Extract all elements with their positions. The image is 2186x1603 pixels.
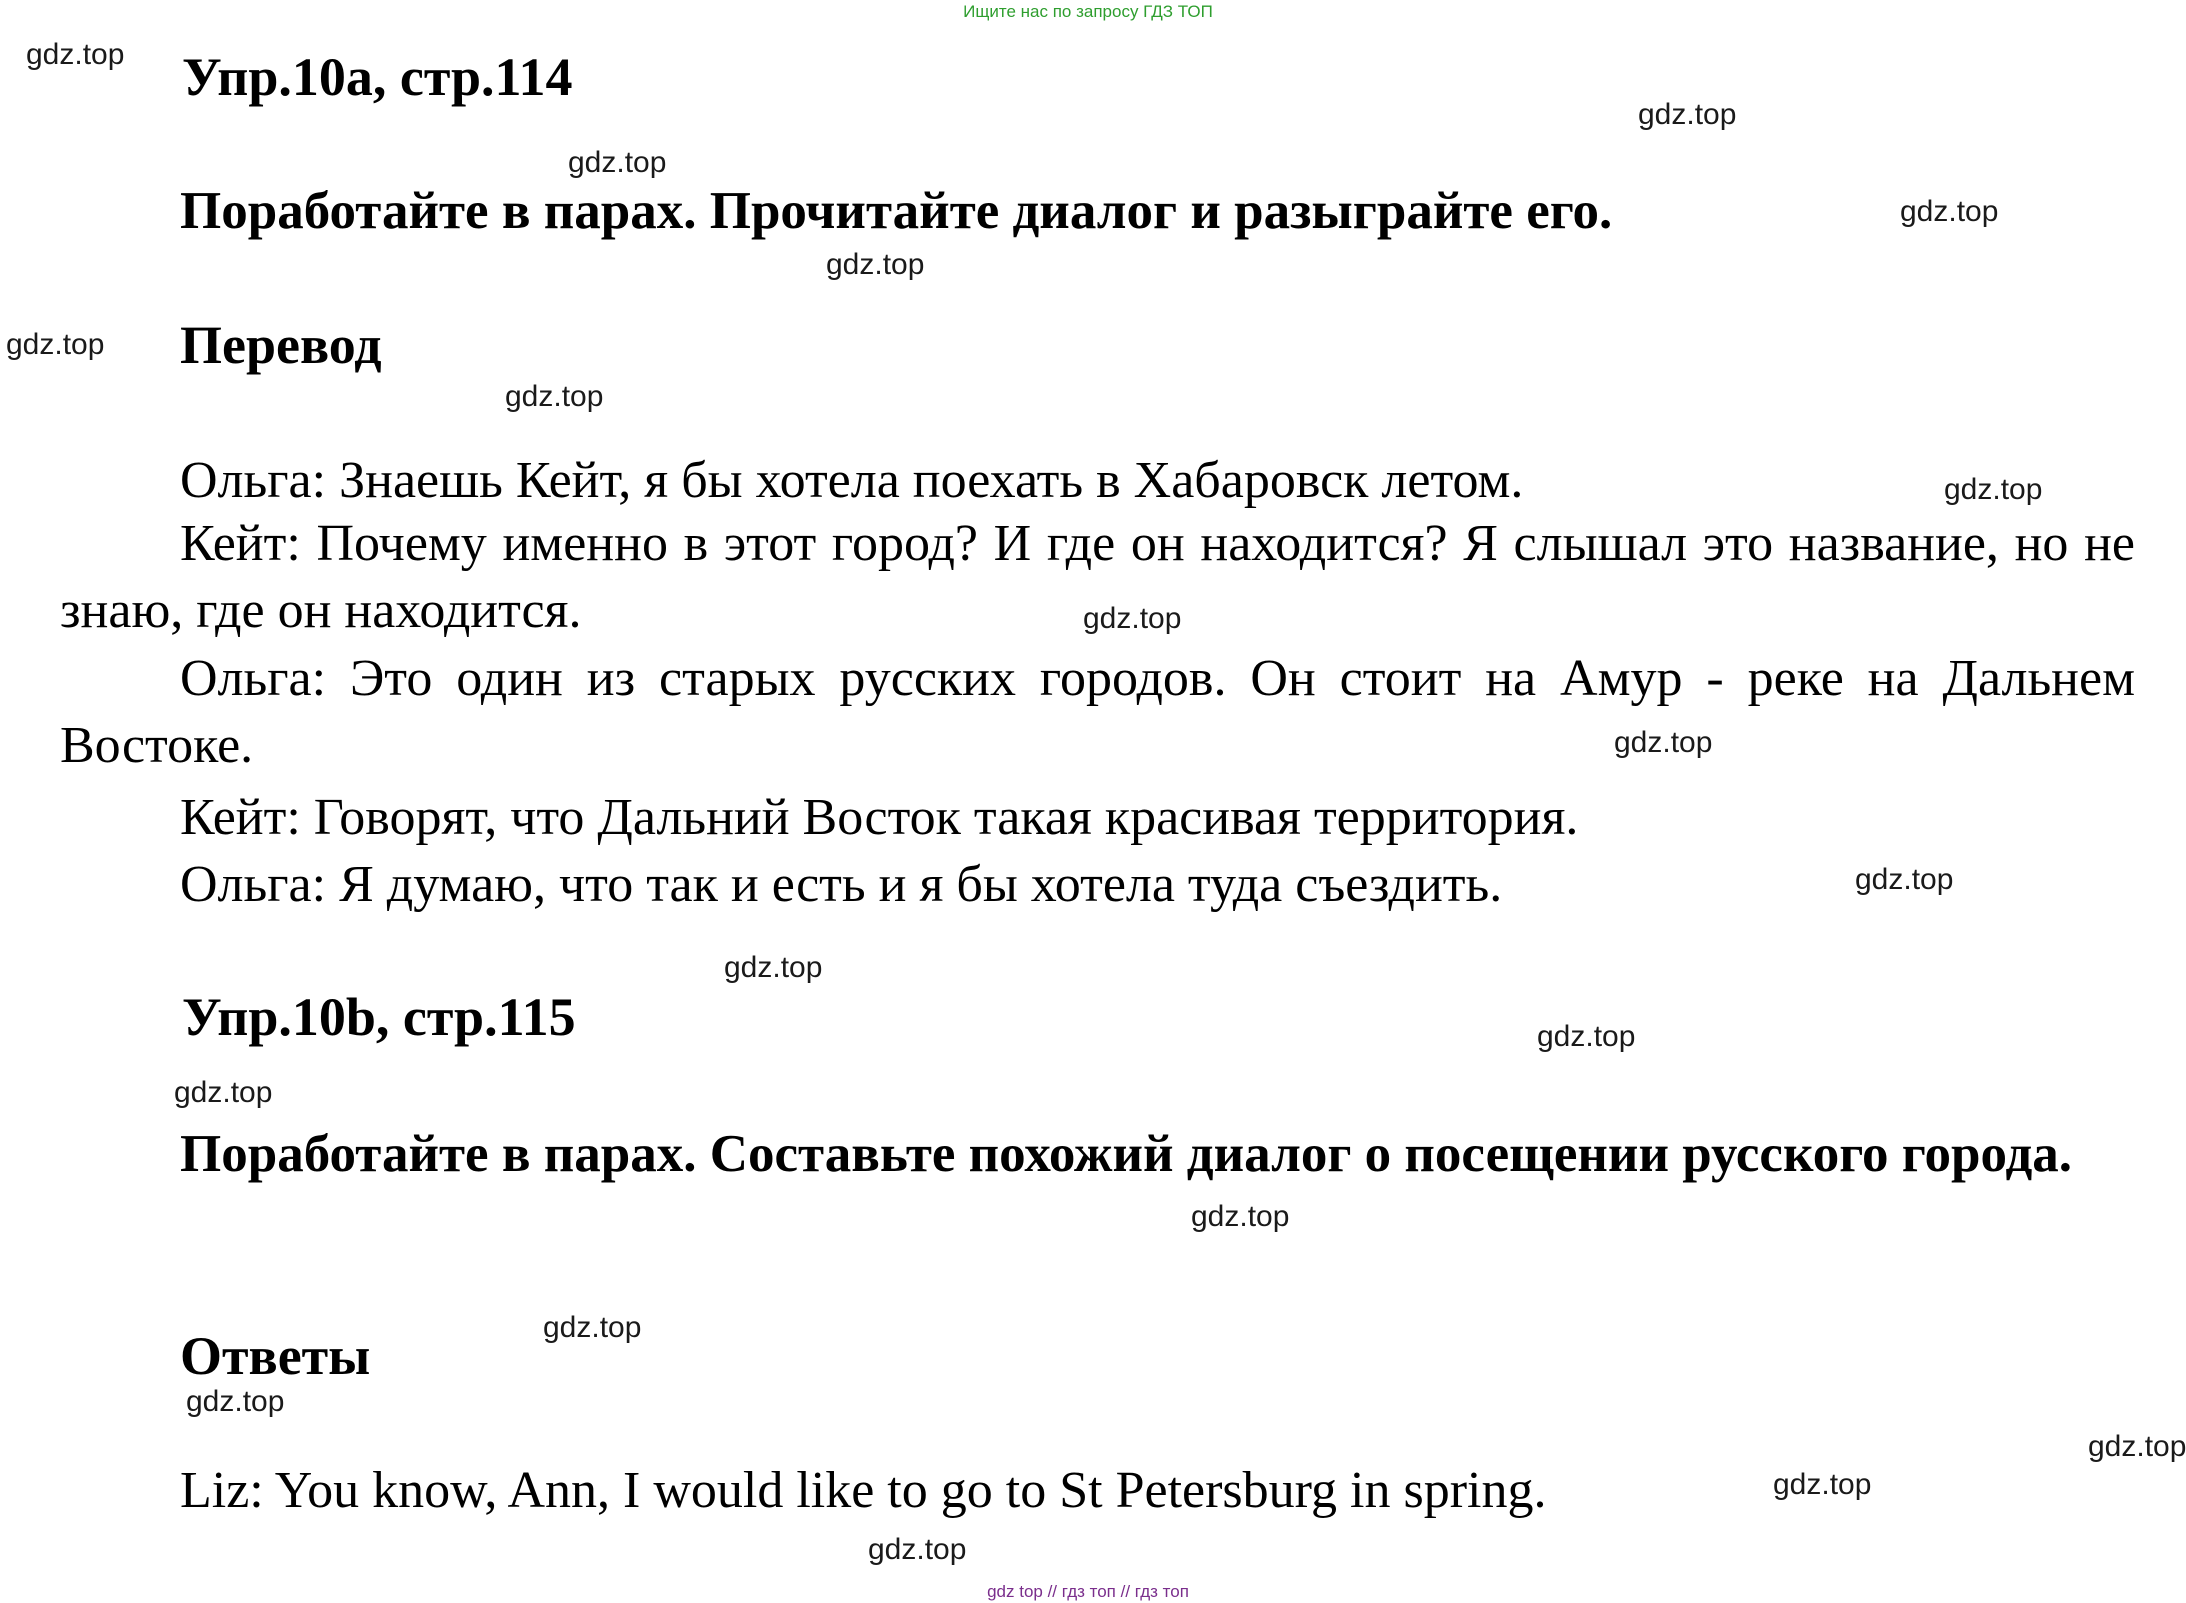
watermark: gdz.top [2088, 1430, 2186, 1463]
watermark: gdz.top [568, 146, 667, 179]
watermark: gdz.top [724, 951, 823, 984]
watermark: gdz.top [543, 1311, 642, 1344]
watermark: gdz.top [1773, 1468, 1872, 1501]
watermark: gdz.top [505, 380, 604, 413]
watermark: gdz.top [186, 1385, 285, 1418]
watermark: gdz.top [1638, 98, 1737, 131]
dialog-line-3: Ольга: Это один из старых русских городов. Он стоит на Амур - реке на Дальнем Востоке. [60, 650, 2135, 774]
watermark: gdz.top [1191, 1200, 1290, 1233]
watermark: gdz.top [1083, 602, 1182, 635]
watermark: gdz.top [826, 248, 925, 281]
answer-line-1: Liz: You know, Ann, I would like to go to St Petersburg in spring. [180, 1462, 1547, 1519]
watermark: gdz.top [174, 1076, 273, 1109]
watermark: gdz.top [868, 1533, 967, 1566]
footer-links: gdz top // гдз топ // гдз топ [987, 1582, 1189, 1601]
exercise-10a-task: Поработайте в парах. Прочитайте диалог и разыграйте его. [180, 182, 1613, 240]
top-banner: Ищите нас по запросу ГДЗ ТОП [963, 2, 1213, 21]
dialog-line-2: Кейт: Почему именно в этот город? И где он находится? Я слышал это название, но не знаю, где он находится. [60, 515, 2135, 639]
watermark: gdz.top [1537, 1020, 1636, 1053]
watermark: gdz.top [1614, 726, 1713, 759]
watermark: gdz.top [1944, 473, 2043, 506]
exercise-10a-title: Упр.10a, стр.114 [182, 47, 573, 107]
dialog-line-1: Ольга: Знаешь Кейт, я бы хотела поехать в Хабаровск летом. [180, 452, 1524, 509]
watermark: gdz.top [1900, 195, 1999, 228]
watermark: gdz.top [1855, 863, 1954, 896]
exercise-10b-title: Упр.10b, стр.115 [182, 987, 576, 1047]
answers-heading: Ответы [180, 1326, 371, 1386]
translation-heading: Перевод [180, 315, 382, 375]
watermark: gdz.top [6, 328, 105, 361]
watermark: gdz.top [26, 38, 125, 71]
dialog-line-5: Ольга: Я думаю, что так и есть и я бы хотела туда съездить. [180, 856, 1503, 913]
exercise-10b-task: Поработайте в парах. Составьте похожий диалог о посещении русского города. [180, 1125, 2073, 1183]
dialog-line-4: Кейт: Говорят, что Дальний Восток такая красивая территория. [180, 789, 1579, 846]
